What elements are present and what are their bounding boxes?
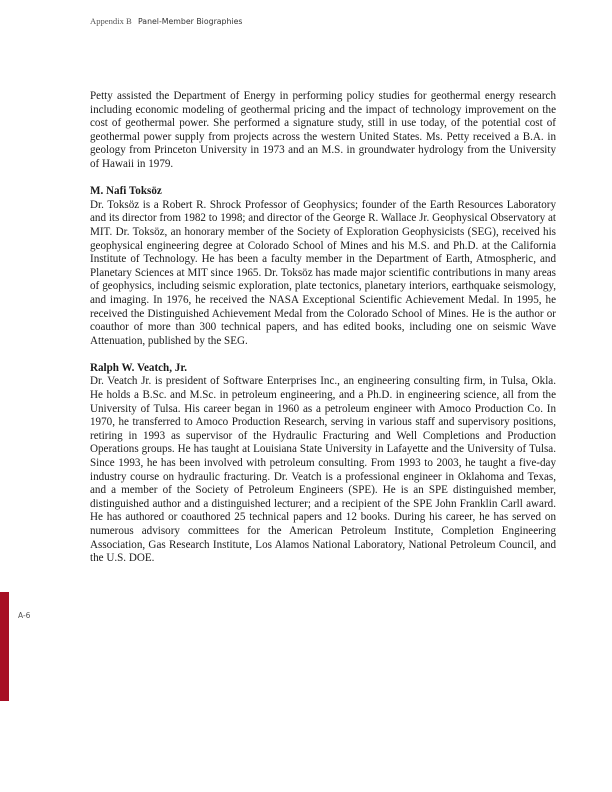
intro-paragraph: Petty assisted the Department of Energy in performing policy studies for geothermal energy research including economic modeling of geothermal pricing and the impact of technology improvement on the cost of geothermal power. She performed a signature study, still in use today, of the potential cost of geothermal power supply from projects across the western United States. Ms. Petty received a B.A. in geology from Princeton University in 1973 and an M.S. in groundwater hydrology from the University of Hawaii in 1979. bbox=[90, 90, 556, 170]
bio-name-toksoz: M. Nafi Toksöz bbox=[90, 185, 162, 198]
bio-text-toksoz: Dr. Toksöz is a Robert R. Shrock Professor of Geophysics; founder of the Earth Resources Laboratory and its director from 1982 to 1998; and director of the George R. Wallace Jr. Geophysical Observatory at MIT. Dr. Toksöz, an honorary member of the Society of Exploration Geophysicists (SEG), received his geophysical engineering degree at Colorado School of Mines and his M.S. and Ph.D. at the California Institute of Technology. He has been a faculty member in the Department of Earth, Atmospheric, and Planetary Sciences at MIT since 1965. Dr. Toksöz has made major scientific contributions in many areas of geophysics, including seismic exploration, plate tectonics, planetary interiors, earthquake seismology, and imaging. In 1976, he received the NASA Exceptional Scientific Achievement Medal. In 1995, he received the Distinguished Achievement Medal from the Colorado School of Mines. He is the author or coauthor of more than 300 technical papers, and has edited books, including one on seismic Wave Attenuation, published by the SEG. bbox=[90, 198, 556, 347]
appendix-label: Appendix B bbox=[90, 16, 132, 26]
page-body bbox=[90, 90, 556, 566]
spacer bbox=[90, 172, 556, 186]
bio-name-veatch: Ralph W. Veatch, Jr. bbox=[90, 361, 187, 374]
running-header bbox=[90, 16, 242, 26]
spacer bbox=[90, 348, 556, 362]
page-number: A-6 bbox=[18, 611, 31, 620]
page-edge-accent-bar bbox=[0, 592, 9, 701]
bio-text-veatch: Dr. Veatch Jr. is president of Software Enterprises Inc., an engineering consulting firm, in Tulsa, Okla. He holds a B.Sc. and M.Sc. in petroleum engineering, and a Ph.D. in engineering science, all from the University of Tulsa. His career began in 1960 as a petroleum engineer with Amoco Production Co. In 1970, he transferred to Amoco Production Research, serving in various staff and supervisory positions, retiring in 1993 as supervisor of the Hydraulic Fracturing and Well Completions and Production Operations groups. He has taught at Louisiana State University in Lafayette and the University of Tulsa. Since 1993, he has been involved with petroleum consulting. From 1993 to 2003, he taught a five-day industry course on hydraulic fracturing. Dr. Veatch is a professional engineer in Oklahoma and Texas, and a member of the Society of Petroleum Engineers (SPE). He is an SPE distinguished member, distinguished author and a distinguished lecturer; and a recipient of the SPE John Franklin Carll award. He has authored or coauthored 25 technical papers and 12 books. During his career, he has served on numerous advisory committees for the American Petroleum Institute, Completion Engineering Association, Gas Research Institute, Los Alamos National Laboratory, National Petroleum Council, and the U.S. DOE. bbox=[90, 375, 556, 565]
section-title: Panel-Member Biographies bbox=[137, 17, 243, 26]
